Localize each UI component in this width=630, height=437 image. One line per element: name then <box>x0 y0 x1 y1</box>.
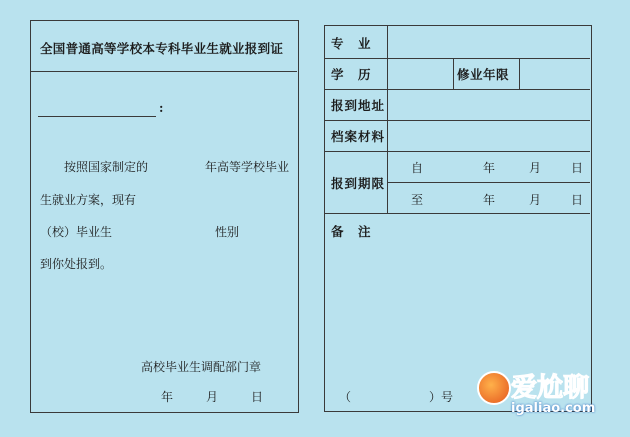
addressee-underline <box>38 116 156 117</box>
label-column-divider <box>387 26 388 213</box>
watermark-logo-icon <box>477 371 511 405</box>
address-label: 报到地址 <box>331 98 386 113</box>
education-divider-b <box>519 58 520 89</box>
period-to-day: 日 <box>571 193 584 207</box>
issue-year: 年 <box>161 390 174 404</box>
certificate-title: 全国普通高等学校本专科毕业生就业报到证 <box>40 41 284 56</box>
site-watermark <box>465 355 625 435</box>
row-divider-3 <box>325 120 590 121</box>
period-from-month: 月 <box>529 161 542 175</box>
remarks-label: 备 注 <box>331 224 372 239</box>
body-line-3b: 性别 <box>215 225 240 239</box>
education-divider-a <box>453 58 454 89</box>
body-line-1b: 年高等学校毕业 <box>205 160 290 174</box>
addressee-colon: : <box>159 101 164 115</box>
registration-certificate-front <box>30 20 299 413</box>
period-to-month: 月 <box>529 193 542 207</box>
archive-label: 档案材料 <box>331 129 386 144</box>
row-divider-2 <box>325 89 590 90</box>
period-from-year: 年 <box>483 161 496 175</box>
education-label: 学 历 <box>331 67 372 82</box>
body-line-3a: （校）毕业生 <box>40 225 113 239</box>
issuing-office: 高校毕业生调配部门章 <box>141 360 262 374</box>
period-from-day: 日 <box>571 161 584 175</box>
row-divider-4 <box>325 151 590 152</box>
period-to: 至 <box>411 193 424 207</box>
issue-day: 日 <box>251 390 264 404</box>
body-line-1a: 按照国家制定的 <box>64 160 149 174</box>
watermark-url: igaliao.com <box>511 401 596 416</box>
body-line-4: 到你处报到。 <box>40 257 113 271</box>
title-divider <box>31 71 297 72</box>
body-line-2: 生就业方案，现有 <box>40 193 137 207</box>
row-divider-5 <box>325 213 590 214</box>
registration-certificate-back <box>324 25 592 412</box>
period-mid-divider <box>387 182 590 183</box>
serial-number-open: （ <box>339 390 352 404</box>
row-divider-1 <box>325 58 590 59</box>
watermark-brand: 爱尬聊 <box>511 373 590 403</box>
period-label: 报到期限 <box>331 176 386 191</box>
duration-label: 修业年限 <box>457 67 510 82</box>
issue-month: 月 <box>206 390 219 404</box>
period-from: 自 <box>411 161 424 175</box>
serial-number-close: ）号 <box>429 390 454 404</box>
period-to-year: 年 <box>483 193 496 207</box>
major-label: 专 业 <box>331 36 372 51</box>
